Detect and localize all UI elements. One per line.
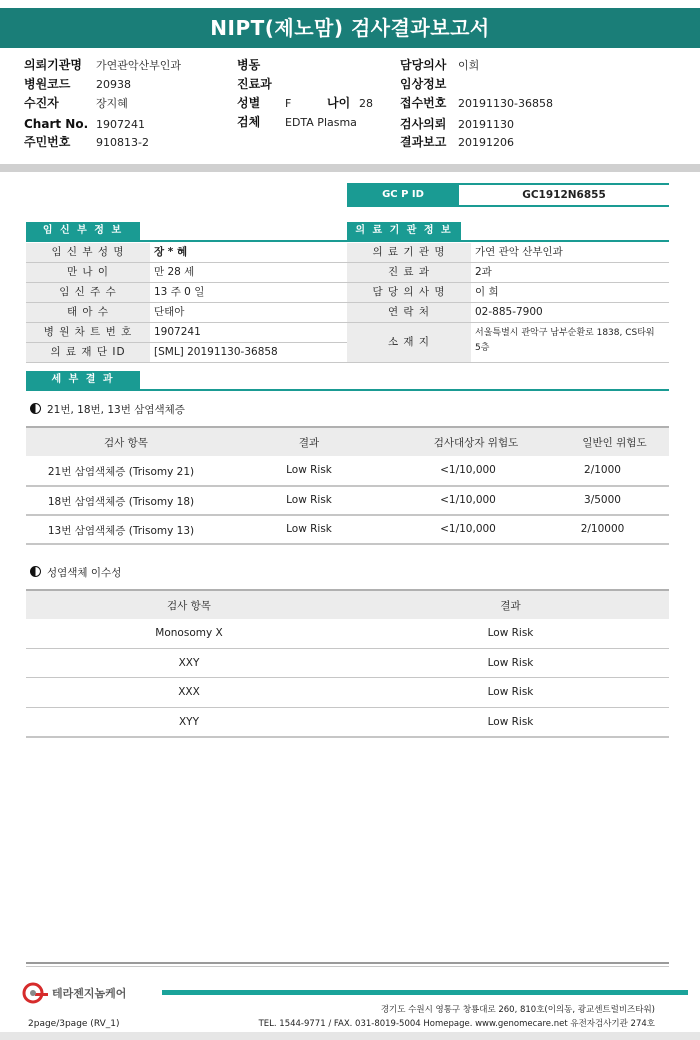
pregnancy-row-age: 만 나 이 만 28 세 [26,263,347,282]
gcpid-value: GC1912N6855 [522,189,606,201]
institution-address: 서울특별시 관악구 남부순환로 1838, CS타워 5층 [475,328,655,353]
table-row: Monosomy X Low Risk [155,627,534,639]
header-specimen: 검체 EDTA Plasma [237,115,357,129]
header-institution: 의뢰기관명 가연관악산부인과 [24,58,182,72]
pregnancy-row-foundation-id: 의 료 재 단 ID [SML] 20191130-36858 [26,343,347,362]
page-number: 2page/3page (RV_1) [28,1019,120,1029]
pregnancy-row-weeks: 임 신 주 수 13 주 0 일 [26,283,347,302]
header-dept: 진료과 [237,77,272,91]
pregnancy-row-fetus: 태 아 수 단태아 [26,303,347,322]
table-row: XYY Low Risk [178,716,534,728]
table-row: 13번 삼염색체증 (Trisomy 13) Low Risk <1/10,000 2/10000 [47,523,625,537]
footer-contact: TEL. 1544-9771 / FAX. 031-8019-5004 Homepage. www.genomecare.net 유전자검사기관 274호 [258,1019,655,1029]
institution-info-table [347,242,669,362]
header-doctor: 담당의사 이희 [400,58,480,72]
institution-address-label: 소 재 지 [347,323,471,362]
institution-row-dept: 진 료 과 2과 [347,263,669,282]
institution-row-contact: 연 락 처 02-885-7900 [347,303,669,322]
institution-row-doctor: 담 당 의 사 명 이 희 [347,283,669,302]
gcpid-box [347,183,669,207]
header-request-date: 검사의뢰 20191130 [400,117,514,131]
page-bottom-strip [0,1032,700,1040]
report-title: NIPT(제노맘) 검사결과보고서 [0,8,700,48]
tab-institution-info: 의 료 기 관 정 보 [347,222,461,240]
table-row: 18번 삼염색체증 (Trisomy 18) Low Risk <1/10,000 3/5000 [47,494,621,508]
header-chart-no: Chart No. 1907241 [24,117,145,131]
section-trisomy-heading: 21번, 18번, 13번 삼염색체증 [30,402,185,417]
header-resident-no: 주민번호 910813-2 [24,135,149,149]
pregnancy-info-table [26,242,347,362]
gcpid-label: GC P ID [347,185,459,205]
genome-logo-icon [22,982,52,1004]
footer-address: 경기도 수원시 영통구 창룡대로 260, 810호(이의동, 광교센트럴비즈타워) [380,1005,655,1015]
header-receipt-no: 접수번호 20191130-36858 [400,96,553,110]
half-circle-icon [30,403,41,414]
table-row: XXY Low Risk [178,657,534,669]
header-patient: 수진자 장지혜 [24,96,128,110]
pregnancy-row-name: 임 신 부 성 명 장 * 혜 [26,243,347,262]
table-row: 21번 삼염색체증 (Trisomy 21) Low Risk <1/10,000 2/1000 [47,464,621,478]
company-name: 테라젠지놈케어 [52,987,127,1000]
half-circle-icon [30,566,41,577]
tab-detail-results: 세 부 결 과 [26,371,140,389]
footer-top-line [26,962,669,964]
sex-chromosome-table-header: 검사 항목 결과 [26,589,669,619]
header-report-date: 결과보고 20191206 [400,135,514,149]
header-hospital-code: 병원코드 20938 [24,77,131,91]
tab-pregnancy-info: 임 신 부 정 보 [26,222,140,240]
pregnancy-row-chart: 병 원 차 트 번 호 1907241 [26,323,347,342]
trisomy-table-header: 검사 항목 결과 검사대상자 위험도 일반인 위험도 [26,426,669,456]
footer-teal-bar [162,990,688,995]
header-separator [0,164,700,172]
institution-row-name: 의 료 기 관 명 가연 관악 산부인과 [347,243,669,262]
detail-tab-line [26,389,669,391]
header-ward: 병동 [237,58,261,72]
footer-top-line-2 [26,966,669,967]
section-sex-chromosome-heading: 성염색체 이수성 [30,565,121,580]
header-clinical-info: 임상정보 [400,77,447,91]
patient-header [0,52,700,164]
header-sex-age: 성별 F 나이 28 [237,96,373,110]
table-row: XXX Low Risk [178,686,534,698]
